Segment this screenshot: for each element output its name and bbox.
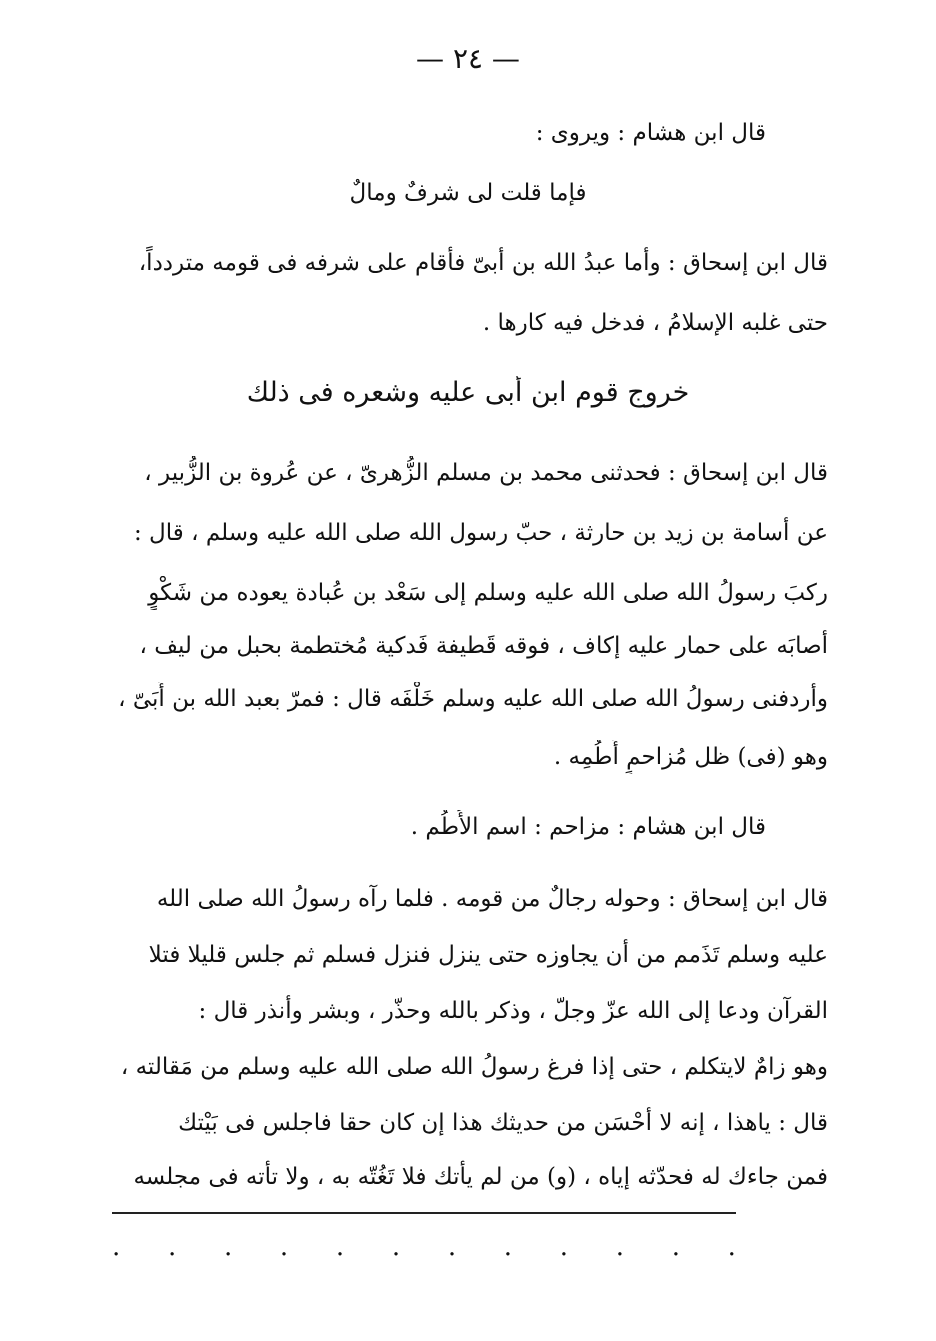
footnote-dot: . [615, 1232, 624, 1262]
line-7: عن أسامة بن زيد بن حارثة ، حبّ رسول الله صلى الله عليه وسلم ، قال : [134, 520, 828, 546]
footnote-dot: . [223, 1232, 233, 1262]
footnote-dot: . [279, 1232, 289, 1262]
line-12: قال ابن هشام : مزاحم : اسم الأُطُم . [410, 814, 766, 840]
line-13: قال ابن إسحاق : وحوله رجالٌ من قومه . فلما رآه رسولُ الله صلى الله [156, 886, 828, 912]
footnote-dot: . [167, 1232, 177, 1262]
footnote-dot: . [559, 1232, 569, 1262]
line-18: فمن جاءك له فحدّثه إياه ، (و) من لم يأتك فلا تَغُتّه به ، ولا تأته فى مجلسه [133, 1164, 828, 1190]
footnote-dot: . [671, 1232, 680, 1262]
footnote-rule [112, 1212, 736, 1214]
line-10: وأردفنى رسولُ الله صلى الله عليه وسلم خَلْفَه قال : فمرّ بعبد الله بن أُبَىّ ، [118, 686, 828, 712]
line-11: وهو (فى) ظل مُزاحمٍ أُطُمِه . [553, 744, 828, 770]
line-3: قال ابن إسحاق : وأما عبدُ الله بن أبىّ فأقام على شرفه فى قومه متردداً، [138, 250, 828, 276]
line-16: وهو زامٌ لايتكلم ، حتى إذا فرغ رسولُ الله صلى الله عليه وسلم من مَقالته ، [120, 1054, 828, 1080]
page-number: — ٢٤ — [416, 42, 520, 75]
footnote-dot: . [503, 1232, 513, 1262]
footnote-dot: . [391, 1232, 401, 1262]
verse-line: فإما قلت لى شرفٌ ومالٌ [349, 180, 587, 206]
line-9: أصابَه على حمار عليه إكاف ، فوقه قَطيفة فَدكية مُختطمة بحبل من ليف ، [139, 633, 828, 659]
footnote-dots [112, 1234, 736, 1260]
footnote-dot: . [727, 1232, 736, 1262]
footnote-dot: . [335, 1232, 345, 1262]
line-15: القرآن ودعا إلى الله عزّ وجلّ ، وذكر بالله وحذّر ، وبشر وأنذر قال : [198, 998, 828, 1024]
line-8: ركبَ رسولُ الله صلى الله عليه وسلم إلى سَعْد بن عُبادة يعوده من شَكْوٍ [148, 580, 828, 606]
line-1: قال ابن هشام : ويروى : [535, 120, 766, 146]
line-14: عليه وسلم تَذَمم من أن يجاوزه حتى ينزل فنزل فسلم ثم جلس قليلا فتلا [148, 942, 828, 968]
line-6: قال ابن إسحاق : فحدثنى محمد بن مسلم الزُّهرىّ ، عن عُروة بن الزُّبير ، [144, 460, 828, 486]
section-heading: خروج قوم ابن أبى عليه وشعره فى ذلك [246, 377, 690, 408]
line-17: قال : ياهذا ، إنه لا أحْسَن من حديثك هذا إن كان حقا فاجلس فى بَيْتك [178, 1110, 828, 1136]
footnote-dot: . [447, 1232, 457, 1262]
line-4: حتى غلبه الإسلامُ ، فدخل فيه كارها . [482, 310, 828, 336]
footnote-dot: . [112, 1232, 121, 1262]
